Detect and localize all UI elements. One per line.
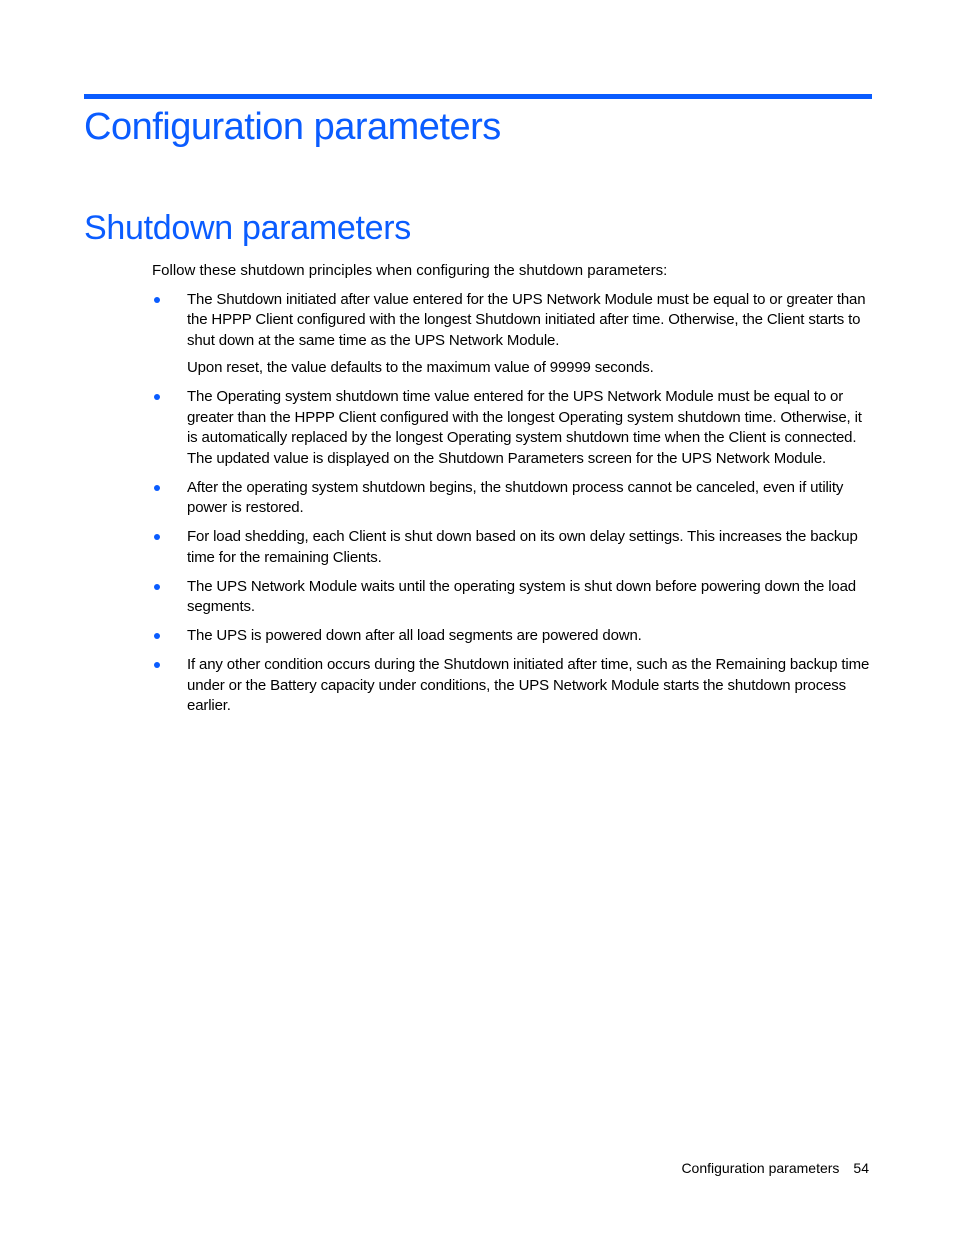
list-item [152, 655, 874, 717]
list-item [152, 527, 874, 568]
bullet-icon [154, 394, 160, 400]
bullet-icon [154, 297, 160, 303]
list-item-text: The UPS Network Module waits until the operating system is shut down before powering down the load segments. [187, 577, 856, 615]
bullet-icon [154, 662, 160, 668]
list-item-note: Upon reset, the value defaults to the maximum value of 99999 seconds. [187, 359, 654, 376]
list-item [152, 387, 874, 469]
section-title: Shutdown parameters [84, 209, 411, 247]
list-item-text: The Shutdown initiated after value entered for the UPS Network Module must be equal to or greater than the HPPP Client configured with the longest Shutdown initiated after time. Otherwise, the Client starts to shut down at the same time as the UPS Network Module. [187, 290, 866, 349]
section-body [152, 261, 874, 725]
page-footer [681, 1158, 869, 1178]
bullet-icon [154, 485, 160, 491]
list-item-text: After the operating system shutdown begins, the shutdown process cannot be canceled, even if utility power is restored. [187, 478, 844, 516]
list-item-text: If any other condition occurs during the Shutdown initiated after time, such as the Remaining backup time under or the Battery capacity under conditions, the UPS Network Module starts the shutdown process earlier. [187, 656, 870, 714]
shutdown-principles-list [152, 290, 874, 717]
bullet-icon [154, 584, 160, 590]
list-item [152, 290, 874, 379]
chapter-title: Configuration parameters [84, 106, 501, 148]
bullet-icon [154, 534, 160, 540]
list-item-text: The UPS is powered down after all load segments are powered down. [187, 627, 642, 644]
list-item [152, 478, 874, 519]
footer-label: Configuration parameters [681, 1160, 840, 1176]
list-item-text: The Operating system shutdown time value entered for the UPS Network Module must be equal to or greater than the HPPP Client configured with the longest Operating system shutdown time. Otherwise, it is automatically replaced by the longest Operating system shutdown time when the Client is connected. The updated value is displayed on the Shutdown Parameters screen for the UPS Network Module. [187, 388, 862, 467]
list-item [152, 577, 874, 618]
bullet-icon [154, 633, 160, 639]
list-item [152, 626, 874, 647]
page-number: 54 [853, 1160, 869, 1176]
intro-paragraph: Follow these shutdown principles when configuring the shutdown parameters: [152, 262, 668, 279]
chapter-rule [84, 94, 872, 99]
list-item-text: For load shedding, each Client is shut down based on its own delay settings. This increases the backup time for the remaining Clients. [187, 528, 858, 566]
